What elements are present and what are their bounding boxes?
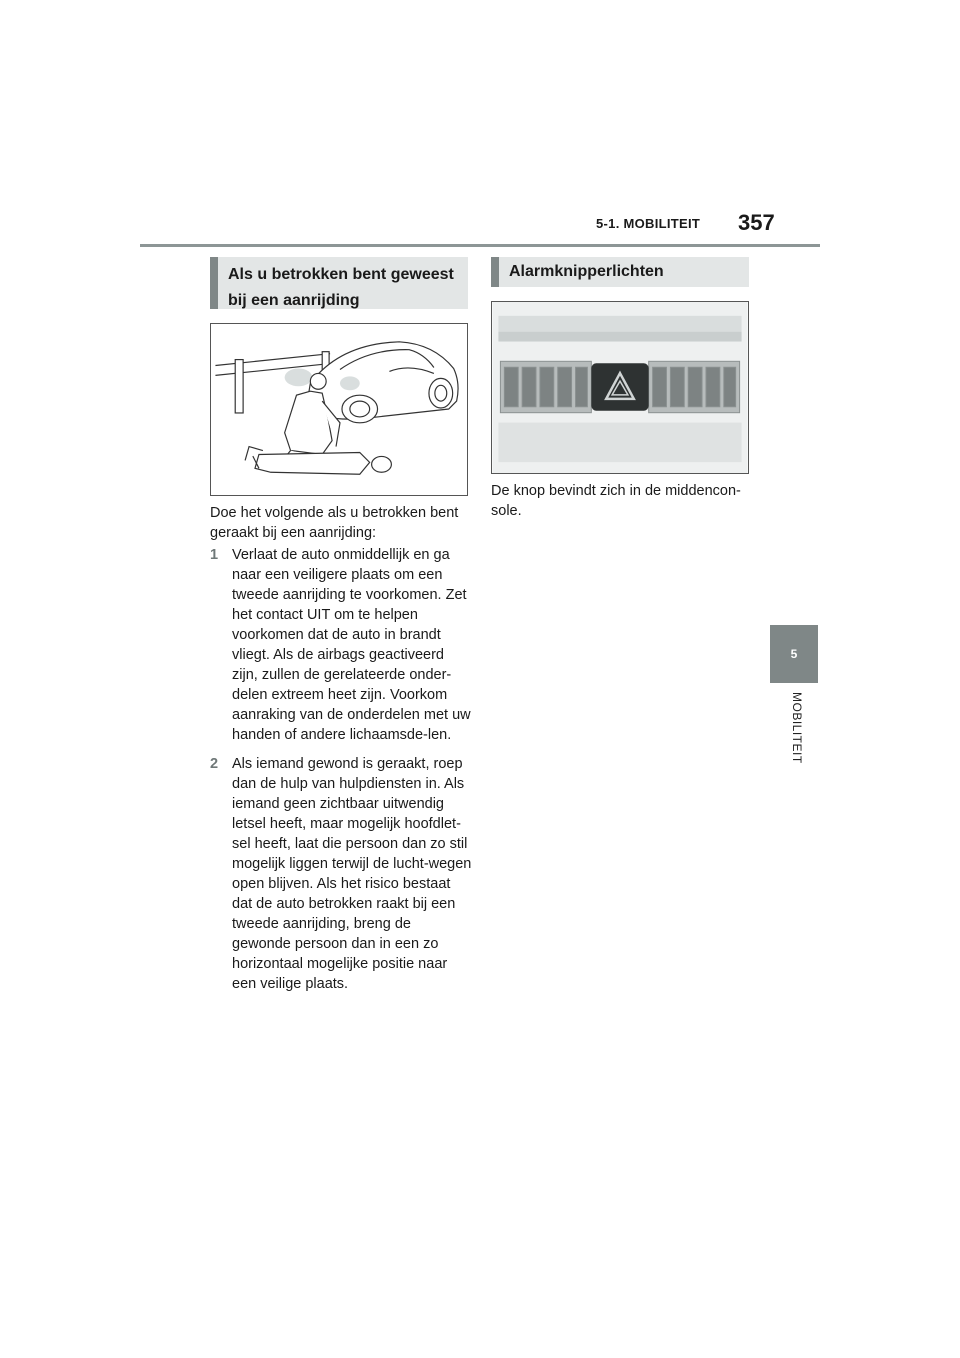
list-item <box>210 545 472 745</box>
accident-illustration <box>210 323 468 496</box>
step-number: 2 <box>210 756 219 772</box>
intro-paragraph: Doe het volgende als u betrokken bent geraakt bij een aanrijding: <box>210 505 459 541</box>
section-heading-accident: Als u betrokken bent geweest bij een aanrijding <box>210 257 468 309</box>
chapter-tab[interactable] <box>770 625 818 683</box>
hazard-glow <box>285 368 313 386</box>
header-divider <box>140 244 820 247</box>
step-text: Als iemand gewond is geraakt, roep dan de hulp van hulpdiensten in. Als iemand geen zichtbaar uitwendig letsel heeft, maar mogelijk hoofdlet-sel heeft, laat die persoon dan zo stil mogelijk liggen terwijl de lucht-wegen open blijven. Als het risico bestaat dat de auto betrokken raakt bij een tweede aanrijding, breng de gewonde persoon dan in een zo horizontaal mogelijke positie naar een veilige plaats. <box>232 756 472 992</box>
accident-steps-list <box>210 545 472 1003</box>
section-heading-hazard-lights: Alarmknipperlichten <box>491 257 749 287</box>
list-item <box>210 754 472 994</box>
hazard-warning-icon <box>591 363 648 410</box>
hazard-switch-photo <box>491 301 749 474</box>
page-number: 357 <box>738 210 775 235</box>
step-number: 1 <box>210 547 219 563</box>
chapter-number: 5 <box>790 647 798 661</box>
running-header-section: 5-1. MOBILITEIT <box>596 216 701 231</box>
step-text: Verlaat de auto onmiddellijk en ga naar een veiligere plaats om een tweede aanrijding te voorkomen. Zet het contact UIT om te helpen voorkomen dat de auto in brandt vliegt. Als de airbags geactiveerd zijn, zullen de gerelateerde onder-delen extreem heet zijn. Voorkom aanraking van de onderdelen met uw handen of andere lichaamsde-len. <box>232 547 471 743</box>
hazard-caption: De knop bevindt zich in de middencon-sole. <box>491 483 741 519</box>
chapter-label: MOBILITEIT <box>790 692 804 764</box>
air-vent-left <box>500 361 591 412</box>
air-vent-right <box>649 361 740 412</box>
